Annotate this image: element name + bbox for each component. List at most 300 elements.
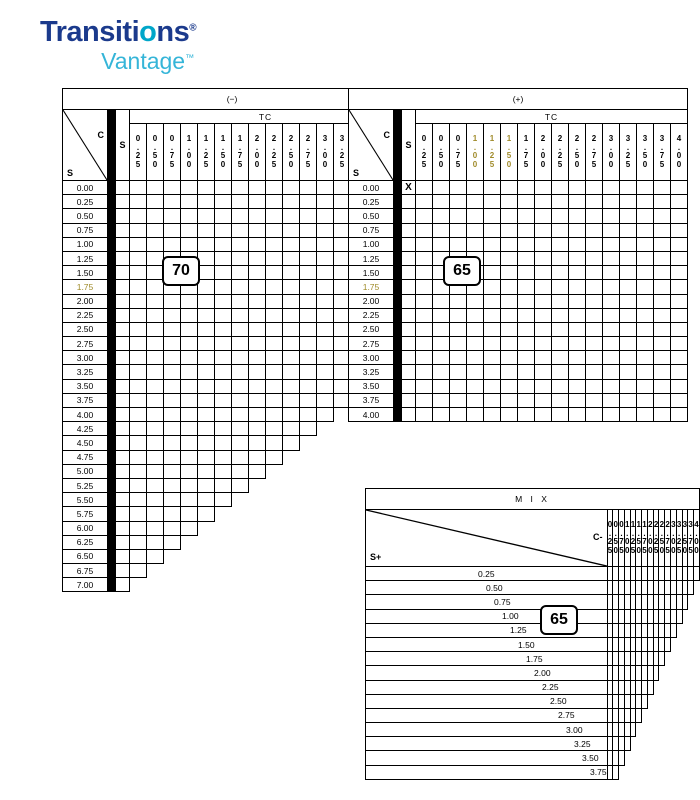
grid-cell xyxy=(569,280,586,294)
grid-cell xyxy=(249,195,266,209)
minus-table-tc-label: TC xyxy=(130,110,402,124)
grid-cell xyxy=(416,408,433,422)
grid-cell xyxy=(249,493,266,507)
logo-text-b: ns xyxy=(156,16,190,48)
grid-cell xyxy=(671,408,688,422)
grid-cell xyxy=(232,507,249,521)
grid-cell xyxy=(535,266,552,280)
minus-table-col-header: 2 . 7 5 xyxy=(300,124,317,181)
minus-table-col-header: 1 . 0 0 xyxy=(181,124,198,181)
grid-cell xyxy=(198,422,215,436)
grid-cell xyxy=(130,379,147,393)
grid-cell xyxy=(130,266,147,280)
table-row xyxy=(366,765,700,779)
grid-cell xyxy=(694,723,700,737)
grid-cell xyxy=(266,564,283,578)
mix-col-header: 3 . 5 0 xyxy=(682,510,688,567)
grid-cell xyxy=(249,507,266,521)
grid-cell xyxy=(164,535,181,549)
minus-table-axis-cell xyxy=(116,308,130,322)
grid-cell xyxy=(620,195,637,209)
table-row xyxy=(366,652,700,666)
minus-table-divider-bar xyxy=(108,280,116,294)
plus-table-axis-cell xyxy=(402,280,416,294)
grid-cell xyxy=(300,393,317,407)
grid-cell xyxy=(283,535,300,549)
grid-cell xyxy=(518,195,535,209)
minus-table-divider-bar xyxy=(108,379,116,393)
grid-cell xyxy=(283,549,300,563)
grid-cell xyxy=(164,237,181,251)
grid-cell xyxy=(147,351,164,365)
plus-table-col-header: 2 . 5 0 xyxy=(569,124,586,181)
grid-cell xyxy=(300,521,317,535)
grid-cell xyxy=(130,535,147,549)
plus-table-row-label: 1.25 xyxy=(349,251,394,265)
grid-cell xyxy=(450,379,467,393)
minus-table-axis-cell xyxy=(116,266,130,280)
grid-cell xyxy=(334,521,351,535)
grid-cell xyxy=(552,322,569,336)
plus-table xyxy=(348,88,688,422)
minus-table-axis-cell xyxy=(116,535,130,549)
grid-cell xyxy=(232,578,249,592)
grid-cell xyxy=(232,478,249,492)
grid-cell xyxy=(164,365,181,379)
plus-table-divider-bar xyxy=(394,365,402,379)
grid-cell xyxy=(450,223,467,237)
mix-row-label: 0.75 xyxy=(366,595,608,609)
grid-cell xyxy=(351,464,368,478)
table-row xyxy=(63,549,402,563)
grid-cell xyxy=(130,337,147,351)
minus-table-axis-cell xyxy=(116,564,130,578)
plus-table-tc-label: TC xyxy=(416,110,688,124)
minus-table-row-label: 4.25 xyxy=(63,422,108,436)
grid-cell xyxy=(215,379,232,393)
mix-corner-diagonal: S+ C- xyxy=(366,510,608,567)
plus-table-axis-cell xyxy=(402,223,416,237)
grid-cell xyxy=(300,365,317,379)
minus-table-divider-bar xyxy=(108,308,116,322)
grid-cell xyxy=(232,436,249,450)
grid-cell xyxy=(198,578,215,592)
minus-table-divider-bar xyxy=(108,110,116,181)
grid-cell xyxy=(671,223,688,237)
table-row xyxy=(349,280,688,294)
minus-table-divider-bar xyxy=(108,393,116,407)
grid-cell xyxy=(300,549,317,563)
grid-cell xyxy=(603,181,620,195)
grid-cell xyxy=(484,195,501,209)
grid-cell xyxy=(694,765,700,779)
minus-table-axis-cell xyxy=(116,237,130,251)
plus-table-divider-bar xyxy=(394,195,402,209)
grid-cell xyxy=(249,436,266,450)
grid-cell xyxy=(130,564,147,578)
minus-table-row-label: 2.00 xyxy=(63,294,108,308)
grid-cell xyxy=(164,478,181,492)
grid-cell xyxy=(467,322,484,336)
grid-cell xyxy=(249,564,266,578)
grid-cell xyxy=(283,308,300,322)
mix-row-label: 1.75 xyxy=(366,652,608,666)
grid-cell xyxy=(232,251,249,265)
grid-cell xyxy=(181,422,198,436)
grid-cell xyxy=(586,393,603,407)
minus-table-col-header: 2 . 5 0 xyxy=(283,124,300,181)
grid-cell xyxy=(385,422,402,436)
grid-cell xyxy=(130,422,147,436)
table-row xyxy=(366,737,700,751)
plus-table-axis-cell: X xyxy=(402,181,416,195)
grid-cell xyxy=(694,751,700,765)
minus-table-col-header: 1 . 2 5 xyxy=(198,124,215,181)
grid-cell xyxy=(198,181,215,195)
mix-col-header: 3 . 0 0 xyxy=(670,510,676,567)
plus-table-axis-cell xyxy=(402,308,416,322)
plus-table-row-label: 0.75 xyxy=(349,223,394,237)
grid-cell xyxy=(232,280,249,294)
minus-table-row-label: 0.25 xyxy=(63,195,108,209)
grid-cell xyxy=(450,181,467,195)
minus-table-axis-cell xyxy=(116,337,130,351)
grid-cell xyxy=(603,280,620,294)
plus-table-col-header: 0 . 2 5 xyxy=(416,124,433,181)
grid-cell xyxy=(232,351,249,365)
grid-cell xyxy=(283,521,300,535)
grid-cell xyxy=(181,521,198,535)
grid-cell xyxy=(552,294,569,308)
table-row xyxy=(366,723,700,737)
minus-table-row-label: 3.50 xyxy=(63,379,108,393)
grid-cell xyxy=(266,507,283,521)
grid-cell xyxy=(535,181,552,195)
grid-cell xyxy=(300,294,317,308)
grid-cell xyxy=(654,294,671,308)
minus-table-axis-cell xyxy=(116,251,130,265)
grid-cell xyxy=(266,436,283,450)
grid-cell xyxy=(416,294,433,308)
grid-cell xyxy=(620,322,637,336)
table-row xyxy=(349,379,688,393)
plus-table-divider-bar xyxy=(394,209,402,223)
grid-cell xyxy=(283,365,300,379)
grid-cell xyxy=(484,181,501,195)
grid-cell xyxy=(215,351,232,365)
mix-row-label: 1.00 xyxy=(366,609,608,623)
grid-cell xyxy=(535,209,552,223)
grid-cell xyxy=(181,195,198,209)
grid-cell xyxy=(215,337,232,351)
grid-cell xyxy=(637,393,654,407)
grid-cell xyxy=(130,549,147,563)
plus-table-row-label: 0.50 xyxy=(349,209,394,223)
grid-cell xyxy=(181,379,198,393)
grid-cell xyxy=(130,521,147,535)
grid-cell xyxy=(671,237,688,251)
plus-table-row-label: 3.25 xyxy=(349,365,394,379)
minus-table-divider-bar xyxy=(108,464,116,478)
grid-cell xyxy=(552,237,569,251)
table-row xyxy=(366,694,700,708)
grid-cell xyxy=(501,209,518,223)
grid-cell xyxy=(249,365,266,379)
grid-cell xyxy=(654,181,671,195)
table-row xyxy=(63,507,402,521)
grid-cell xyxy=(300,493,317,507)
grid-cell xyxy=(317,351,334,365)
grid-cell xyxy=(620,365,637,379)
grid-cell xyxy=(671,294,688,308)
grid-cell xyxy=(181,564,198,578)
grid-cell xyxy=(484,266,501,280)
logo-o-icon: o xyxy=(139,16,157,48)
grid-cell xyxy=(671,351,688,365)
grid-cell xyxy=(300,422,317,436)
grid-cell xyxy=(552,280,569,294)
grid-cell xyxy=(215,181,232,195)
grid-cell xyxy=(232,464,249,478)
grid-cell xyxy=(130,209,147,223)
trademark-mark: ™ xyxy=(185,52,195,63)
grid-cell xyxy=(416,393,433,407)
grid-cell xyxy=(569,251,586,265)
grid-cell xyxy=(266,351,283,365)
grid-cell xyxy=(535,351,552,365)
minus-table-axis-cell xyxy=(116,294,130,308)
grid-cell xyxy=(283,209,300,223)
grid-cell xyxy=(603,351,620,365)
grid-cell xyxy=(215,308,232,322)
grid-cell xyxy=(654,280,671,294)
grid-cell xyxy=(317,436,334,450)
grid-cell xyxy=(433,195,450,209)
grid-cell xyxy=(232,308,249,322)
grid-cell xyxy=(450,351,467,365)
table-row xyxy=(366,666,700,680)
grid-cell xyxy=(232,209,249,223)
grid-cell xyxy=(215,209,232,223)
minus-table-row-label: 2.25 xyxy=(63,308,108,322)
grid-cell xyxy=(164,521,181,535)
minus-table-row-label: 1.75 xyxy=(63,280,108,294)
grid-cell xyxy=(433,393,450,407)
grid-cell xyxy=(552,408,569,422)
mix-row-label: 3.00 xyxy=(366,723,608,737)
grid-cell xyxy=(198,478,215,492)
grid-cell xyxy=(317,266,334,280)
grid-cell xyxy=(450,322,467,336)
grid-cell xyxy=(620,237,637,251)
grid-cell xyxy=(620,266,637,280)
grid-cell xyxy=(433,351,450,365)
grid-cell xyxy=(249,393,266,407)
minus-table-axis-cell xyxy=(116,280,130,294)
grid-cell xyxy=(215,450,232,464)
grid-cell xyxy=(694,609,700,623)
grid-cell xyxy=(484,322,501,336)
grid-cell xyxy=(130,280,147,294)
grid-cell xyxy=(416,223,433,237)
grid-cell xyxy=(586,266,603,280)
grid-cell xyxy=(164,578,181,592)
plus-table-divider-bar xyxy=(394,181,402,195)
mix-col-header: 0 . 5 0 xyxy=(613,510,619,567)
grid-cell xyxy=(637,280,654,294)
grid-cell xyxy=(300,223,317,237)
grid-cell xyxy=(450,294,467,308)
grid-cell xyxy=(266,195,283,209)
table-row xyxy=(63,478,402,492)
grid-cell xyxy=(215,493,232,507)
grid-cell xyxy=(215,280,232,294)
grid-cell xyxy=(416,322,433,336)
plus-table-axis-cell xyxy=(402,294,416,308)
grid-cell xyxy=(147,535,164,549)
grid-cell xyxy=(147,393,164,407)
grid-cell xyxy=(416,280,433,294)
grid-cell xyxy=(450,209,467,223)
grid-cell xyxy=(249,308,266,322)
plus-table-row-label: 2.50 xyxy=(349,322,394,336)
grid-cell xyxy=(164,322,181,336)
grid-cell xyxy=(181,464,198,478)
grid-cell xyxy=(266,266,283,280)
minus-table-row-label: 6.00 xyxy=(63,521,108,535)
grid-cell xyxy=(552,209,569,223)
grid-cell xyxy=(164,450,181,464)
plus-table-row-label: 3.75 xyxy=(349,393,394,407)
grid-cell xyxy=(215,564,232,578)
grid-cell xyxy=(501,195,518,209)
grid-cell xyxy=(130,408,147,422)
minus-table-col-header: 2 . 0 0 xyxy=(249,124,266,181)
grid-cell xyxy=(181,181,198,195)
grid-cell xyxy=(467,223,484,237)
minus-table-row-label: 3.25 xyxy=(63,365,108,379)
grid-cell xyxy=(450,365,467,379)
plus-table-col-header: 3 . 0 0 xyxy=(603,124,620,181)
grid-cell xyxy=(232,337,249,351)
grid-cell xyxy=(501,365,518,379)
grid-cell xyxy=(283,223,300,237)
grid-cell xyxy=(334,493,351,507)
grid-cell xyxy=(317,507,334,521)
grid-cell xyxy=(694,680,700,694)
grid-cell xyxy=(147,181,164,195)
grid-cell xyxy=(501,337,518,351)
grid-cell xyxy=(467,408,484,422)
minus-table-divider-bar xyxy=(108,195,116,209)
grid-cell xyxy=(317,493,334,507)
table-row xyxy=(366,567,700,581)
table-row xyxy=(349,308,688,322)
grid-cell xyxy=(164,195,181,209)
table-row xyxy=(63,422,402,436)
grid-cell xyxy=(232,393,249,407)
grid-cell xyxy=(317,393,334,407)
grid-cell xyxy=(147,408,164,422)
grid-cell xyxy=(130,223,147,237)
grid-cell xyxy=(232,450,249,464)
grid-cell xyxy=(671,365,688,379)
grid-cell xyxy=(147,464,164,478)
grid-cell xyxy=(215,322,232,336)
grid-cell xyxy=(637,337,654,351)
minus-table-row-label: 3.00 xyxy=(63,351,108,365)
grid-cell xyxy=(467,393,484,407)
mix-row-label: 2.00 xyxy=(366,666,608,680)
grid-cell xyxy=(569,237,586,251)
grid-cell xyxy=(416,351,433,365)
grid-cell xyxy=(518,322,535,336)
minus-table-row-label: 4.50 xyxy=(63,436,108,450)
grid-cell xyxy=(130,322,147,336)
grid-cell xyxy=(130,393,147,407)
grid-cell xyxy=(266,294,283,308)
table-row xyxy=(349,408,688,422)
grid-cell xyxy=(181,436,198,450)
grid-cell xyxy=(518,266,535,280)
grid-cell xyxy=(569,408,586,422)
grid-cell xyxy=(317,365,334,379)
grid-cell xyxy=(637,237,654,251)
grid-cell xyxy=(552,308,569,322)
grid-cell xyxy=(501,251,518,265)
plus-table-divider-bar xyxy=(394,337,402,351)
grid-cell xyxy=(300,351,317,365)
grid-cell xyxy=(620,181,637,195)
grid-cell xyxy=(249,337,266,351)
mix-col-header: 3 . 2 5 xyxy=(676,510,682,567)
plus-table-axis-cell xyxy=(402,365,416,379)
grid-cell xyxy=(232,521,249,535)
grid-cell xyxy=(300,478,317,492)
grid-cell xyxy=(215,251,232,265)
logo-vantage-text: Vantage xyxy=(101,48,186,74)
grid-cell xyxy=(586,294,603,308)
grid-cell xyxy=(385,464,402,478)
grid-cell xyxy=(620,379,637,393)
grid-cell xyxy=(147,337,164,351)
grid-cell xyxy=(283,507,300,521)
grid-cell xyxy=(283,478,300,492)
grid-cell xyxy=(181,308,198,322)
minus-table-axis-cell xyxy=(116,464,130,478)
minus-table-row-label: 5.50 xyxy=(63,493,108,507)
minus-table-divider-bar xyxy=(108,493,116,507)
table-row xyxy=(349,237,688,251)
grid-cell xyxy=(433,181,450,195)
grid-cell xyxy=(569,322,586,336)
grid-cell xyxy=(300,280,317,294)
grid-cell xyxy=(181,351,198,365)
plus-table-row-label: 2.00 xyxy=(349,294,394,308)
grid-cell xyxy=(198,337,215,351)
table-row xyxy=(349,223,688,237)
grid-cell xyxy=(654,379,671,393)
grid-cell xyxy=(351,436,368,450)
minus-table-axis-cell xyxy=(116,365,130,379)
grid-cell xyxy=(300,408,317,422)
grid-cell xyxy=(198,237,215,251)
minus-table-divider-bar xyxy=(108,564,116,578)
grid-cell xyxy=(569,393,586,407)
grid-cell xyxy=(181,450,198,464)
mix-row-label: 0.50 xyxy=(366,581,608,595)
grid-cell xyxy=(467,351,484,365)
